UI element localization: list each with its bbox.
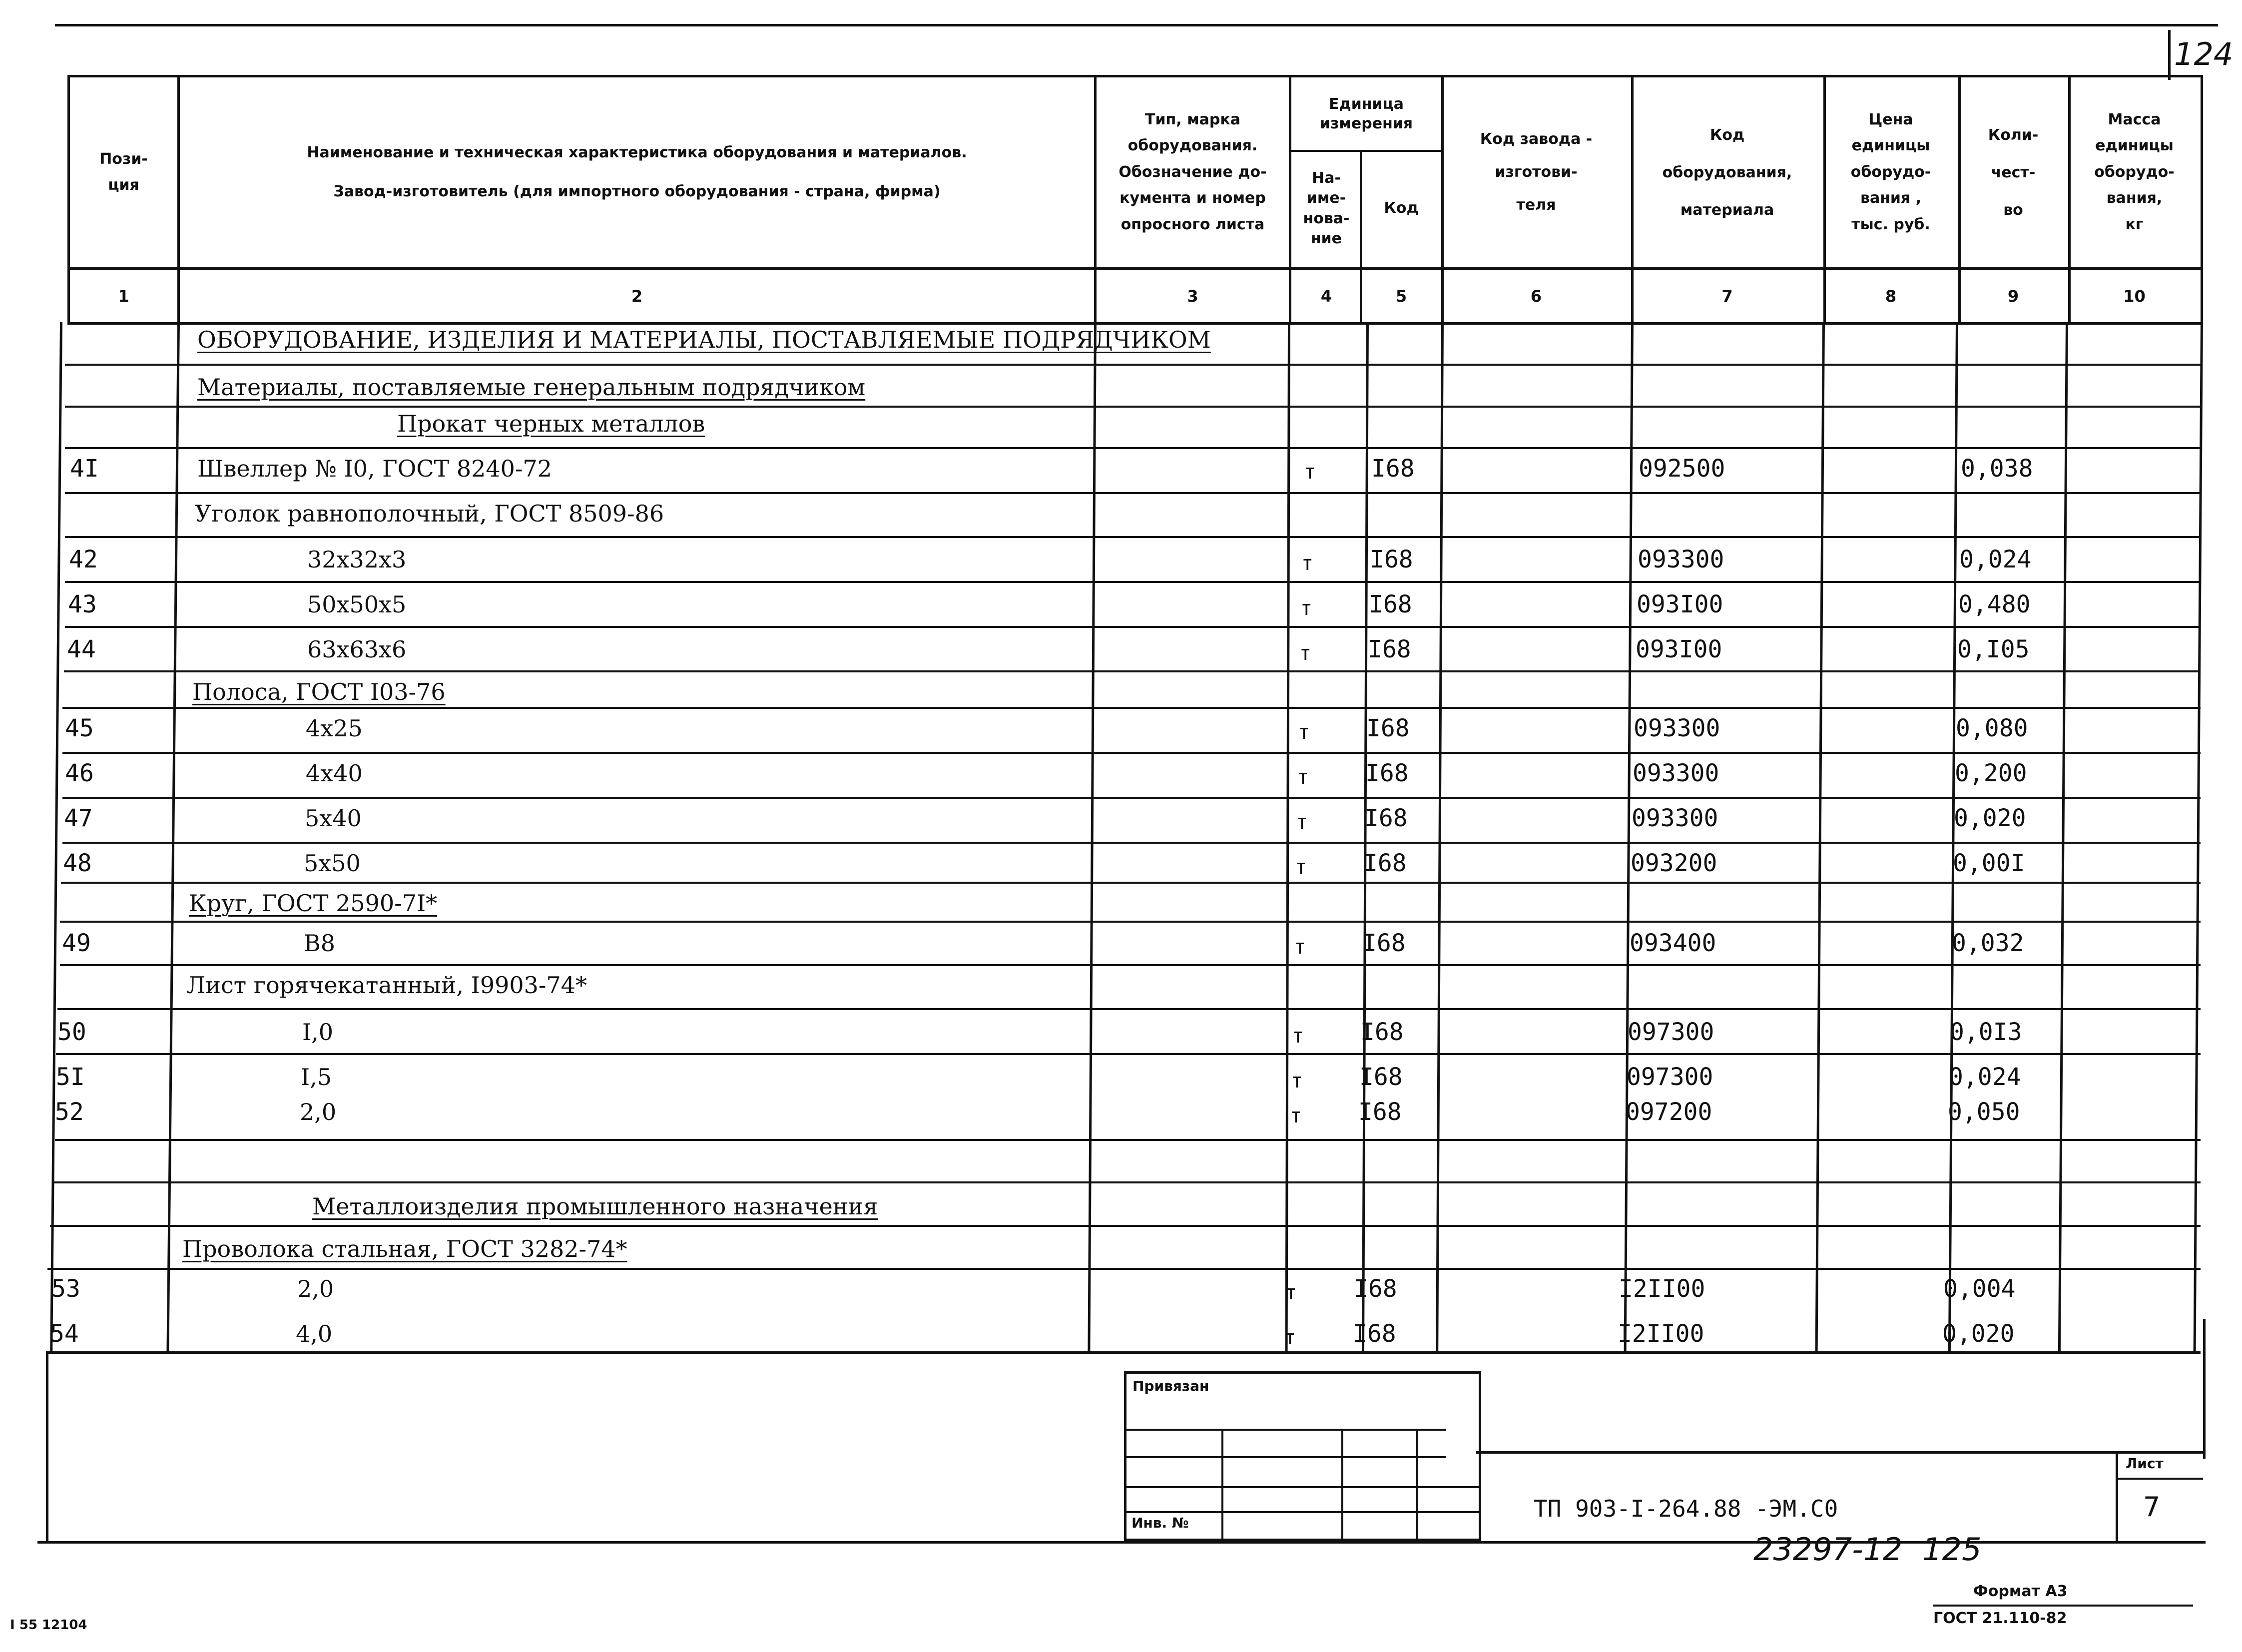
row-line [52, 1181, 2201, 1183]
row-line [64, 670, 2201, 672]
footer-line [1933, 1605, 2193, 1607]
row-position: 54 [50, 1320, 79, 1348]
column-line [177, 75, 180, 322]
row-name: Круг, ГОСТ 2590-7I* [189, 890, 438, 917]
row-unit: т [1301, 552, 1314, 575]
print-code: I 55 12104 [10, 1618, 87, 1633]
row-unit: т [1295, 856, 1307, 879]
row-name: 5х40 [305, 805, 362, 832]
column-number: 2 [631, 286, 643, 306]
column-number: 7 [1721, 286, 1733, 306]
row-name: Швеллер № I0, ГОСТ 8240-72 [197, 455, 552, 482]
body-column-line [1285, 322, 1290, 1354]
row-quantity: 0,004 [1943, 1275, 2016, 1303]
row-quantity: 0,200 [1955, 759, 2027, 787]
row-line [65, 447, 2201, 449]
body-column-line [1088, 322, 1097, 1354]
table-top-border [67, 75, 2201, 77]
row-equipment-code: 093300 [1632, 804, 1718, 832]
row-unit: т [1298, 721, 1310, 744]
row-line [50, 1225, 2201, 1227]
column-number: 1 [118, 286, 129, 306]
row-line [60, 964, 2201, 966]
row-equipment-code: 093300 [1633, 759, 1719, 787]
row-name: 32х32х3 [307, 546, 407, 573]
row-equipment-code: 093300 [1634, 714, 1720, 742]
row-line [60, 921, 2201, 923]
row-line [62, 797, 2201, 799]
column-line [1823, 75, 1826, 322]
row-unit-code: I68 [1371, 455, 1415, 483]
header-position: Пози- ция [99, 150, 148, 194]
row-position: 46 [65, 759, 94, 787]
page-number-divider [2168, 30, 2171, 80]
row-unit-code: I68 [1354, 1275, 1397, 1303]
column-number: 8 [1885, 286, 1897, 306]
header-equipment-code: Код оборудования, материала [1662, 126, 1792, 219]
row-unit: т [1285, 1281, 1297, 1304]
row-position: 50 [57, 1018, 86, 1046]
gost-reference: ГОСТ 21.110-82 [1933, 1610, 2067, 1627]
column-line [2201, 75, 2203, 322]
row-quantity: 0,I05 [1957, 635, 2030, 663]
body-right-extension [2203, 1319, 2206, 1459]
stamp-line [1126, 1511, 1479, 1513]
row-name: Проволока стальная, ГОСТ 3282-74* [182, 1235, 627, 1262]
stamp-line [1341, 1429, 1343, 1539]
row-unit: т [1299, 642, 1312, 665]
body-column-line [1362, 322, 1369, 1354]
row-unit-code: I68 [1353, 1320, 1396, 1348]
row-position: 45 [65, 714, 94, 742]
column-number: 4 [1320, 286, 1332, 306]
row-unit-code: I68 [1365, 759, 1409, 787]
stamp-line [1126, 1429, 1446, 1431]
row-name: Уголок равнополочный, ГОСТ 8509-86 [195, 500, 664, 527]
stamp-line [1126, 1456, 1446, 1458]
row-position: 44 [67, 635, 96, 663]
row-unit: т [1300, 597, 1313, 620]
row-line [65, 581, 2201, 583]
row-line [55, 1139, 2201, 1141]
row-line [57, 1008, 2201, 1010]
row-name: 63х63х6 [307, 636, 407, 663]
row-position: 47 [64, 804, 93, 832]
unit-group-divider [1291, 150, 1441, 152]
row-unit: т [1296, 811, 1308, 834]
column-number: 9 [2007, 286, 2019, 306]
row-name: I,5 [301, 1064, 332, 1091]
paper-format: Формат А3 [1973, 1583, 2068, 1600]
row-quantity: 0,0I3 [1950, 1018, 2022, 1046]
row-quantity: 0,020 [1942, 1320, 2015, 1348]
row-unit: т [1284, 1326, 1296, 1349]
row-position: 48 [63, 849, 92, 877]
row-unit-code: I68 [1359, 1063, 1403, 1091]
row-quantity: 0,00I [1953, 849, 2025, 877]
row-position: 52 [55, 1098, 84, 1126]
row-unit-code: I68 [1362, 929, 1406, 957]
column-number: 5 [1395, 286, 1407, 306]
top-border-line [55, 24, 2218, 26]
header-bottom-border [67, 267, 2201, 270]
approval-stamp [1124, 1371, 1481, 1541]
frame-left-border [46, 1351, 48, 1544]
row-name: В8 [304, 930, 336, 957]
body-column-line [1436, 322, 1444, 1354]
row-position: 5I [56, 1063, 85, 1091]
row-equipment-code: 093300 [1638, 546, 1724, 573]
document-code: ТП 903-I-264.88 -ЭМ.С0 [1534, 1495, 1838, 1522]
row-position: 4I [70, 455, 99, 483]
table-bottom-border [47, 1351, 2201, 1354]
row-quantity: 0,050 [1948, 1098, 2020, 1126]
stamp-line [1416, 1429, 1418, 1539]
header-quantity: Коли- чест- во [1988, 126, 2039, 219]
stamp-privyazan-label: Привязан [1132, 1378, 1209, 1394]
row-equipment-code: 097300 [1628, 1018, 1714, 1046]
body-column-line [1948, 322, 1958, 1354]
row-name: Лист горячекатанный, I9903-74* [186, 972, 587, 999]
row-unit-code: I68 [1369, 590, 1412, 618]
column-line [1631, 75, 1634, 322]
row-unit-code: I68 [1366, 714, 1410, 742]
body-right-border [2194, 322, 2203, 1354]
row-position: 53 [51, 1275, 80, 1303]
row-line [47, 1268, 2201, 1270]
row-name: 5х50 [304, 850, 361, 877]
row-line [62, 707, 2201, 709]
header-type: Тип, марка оборудования. Обозначение до- кумента и номер опросного листа [1119, 110, 1267, 233]
sheet-box-line [2116, 1478, 2203, 1480]
row-name: 50х50х5 [307, 591, 407, 618]
body-column-line [1815, 322, 1825, 1354]
row-unit-code: I68 [1358, 1098, 1402, 1126]
row-name: Полоса, ГОСТ I03-76 [192, 678, 446, 705]
row-equipment-code: 093I00 [1637, 590, 1723, 618]
stamp-inventory-label: Инв. № [1131, 1515, 1189, 1531]
row-equipment-code: 093400 [1630, 929, 1716, 957]
row-unit-code: I68 [1363, 849, 1407, 877]
row-equipment-code: 097300 [1627, 1063, 1713, 1091]
row-quantity: 0,480 [1958, 590, 2031, 618]
header-mass: Масса единицы оборудо- вания, кг [2094, 110, 2175, 233]
row-unit: т [1292, 1025, 1304, 1048]
row-equipment-code: I2II00 [1618, 1320, 1704, 1348]
row-line [62, 752, 2201, 754]
row-unit: т [1297, 766, 1309, 789]
body-left-border [50, 322, 62, 1354]
header-unit-group: Единица измерения [1319, 95, 1413, 132]
row-unit-code: I68 [1370, 546, 1413, 573]
row-unit: т [1294, 936, 1306, 959]
group-title: Прокат черных металлов [397, 410, 705, 437]
row-equipment-code: I2II00 [1619, 1275, 1705, 1303]
column-line [1360, 150, 1362, 322]
column-line [1441, 75, 1444, 322]
section-title: ОБОРУДОВАНИЕ, ИЗДЕЛИЯ И МАТЕРИАЛЫ, ПОСТАВЛЯЕМЫЕ ПОДРЯДЧИКОМ [197, 326, 1211, 353]
stamp-line [1221, 1429, 1223, 1539]
stamp-line [1126, 1486, 1479, 1488]
row-name: Металлоизделия промышленного назначения [312, 1193, 878, 1220]
row-quantity: 0,038 [1961, 455, 2033, 483]
row-unit-code: I68 [1360, 1018, 1404, 1046]
row-quantity: 0,032 [1952, 929, 2024, 957]
row-line [56, 1053, 2201, 1055]
body-column-line [2058, 322, 2068, 1354]
sheet-box-divider [2116, 1451, 2118, 1541]
row-name: 4х25 [306, 715, 363, 742]
row-line [65, 626, 2201, 628]
row-equipment-code: 097200 [1626, 1098, 1712, 1126]
row-unit: т [1304, 461, 1316, 484]
row-name: 4х40 [306, 760, 363, 787]
column-number: 6 [1530, 286, 1542, 306]
row-quantity: 0,020 [1954, 804, 2026, 832]
row-line [65, 492, 2201, 494]
header-price: Цена единицы оборудо- вания , тыс. руб. [1850, 110, 1931, 233]
column-number: 10 [2123, 286, 2146, 306]
header-name: Наименование и техническая характеристика оборудования и материалов. Завод-изготовитель (для импортного оборудования - страна, фирма) [307, 144, 967, 200]
column-number: 3 [1187, 286, 1198, 306]
row-line [62, 842, 2201, 844]
header-unit-code: Код [1384, 199, 1419, 217]
row-equipment-code: 093200 [1631, 849, 1717, 877]
row-unit: т [1291, 1070, 1303, 1093]
row-line [61, 882, 2201, 884]
row-position: 49 [62, 929, 91, 957]
archive-number: 23297-12 125 [1753, 1531, 1982, 1568]
header-plant-code: Код завода - изготови- теля [1480, 130, 1593, 214]
row-name: 2,0 [300, 1099, 337, 1125]
column-line [1958, 75, 1961, 322]
row-name: 2,0 [297, 1275, 334, 1302]
column-line [67, 75, 70, 322]
row-position: 43 [68, 590, 97, 618]
row-quantity: 0,080 [1956, 714, 2028, 742]
row-unit: т [1290, 1104, 1302, 1127]
subsection-title: Материалы, поставляемые генеральным подрядчиком [197, 374, 866, 401]
title-block-top [1476, 1451, 2203, 1454]
row-unit-code: I68 [1364, 804, 1408, 832]
column-line [2068, 75, 2071, 322]
row-line [65, 406, 2201, 408]
sheet-number: 7 [2143, 1491, 2161, 1523]
row-quantity: 0,024 [1959, 546, 2032, 573]
row-line [65, 364, 2201, 366]
sheet-label: Лист [2126, 1455, 2164, 1472]
body-column-line [1624, 322, 1634, 1354]
column-line [1289, 75, 1291, 322]
row-equipment-code: 093I00 [1636, 635, 1722, 663]
body-column-line [166, 322, 180, 1354]
row-equipment-code: 092500 [1639, 455, 1725, 483]
row-unit-code: I68 [1368, 635, 1411, 663]
row-name: I,0 [302, 1019, 334, 1046]
page-number: 124 [2174, 36, 2234, 72]
row-line [65, 536, 2201, 538]
header-unit-name: На- име- нова- ние [1303, 169, 1350, 247]
row-name: 4,0 [296, 1320, 333, 1347]
column-line [1094, 75, 1097, 322]
row-quantity: 0,024 [1949, 1063, 2021, 1091]
row-position: 42 [69, 546, 98, 573]
